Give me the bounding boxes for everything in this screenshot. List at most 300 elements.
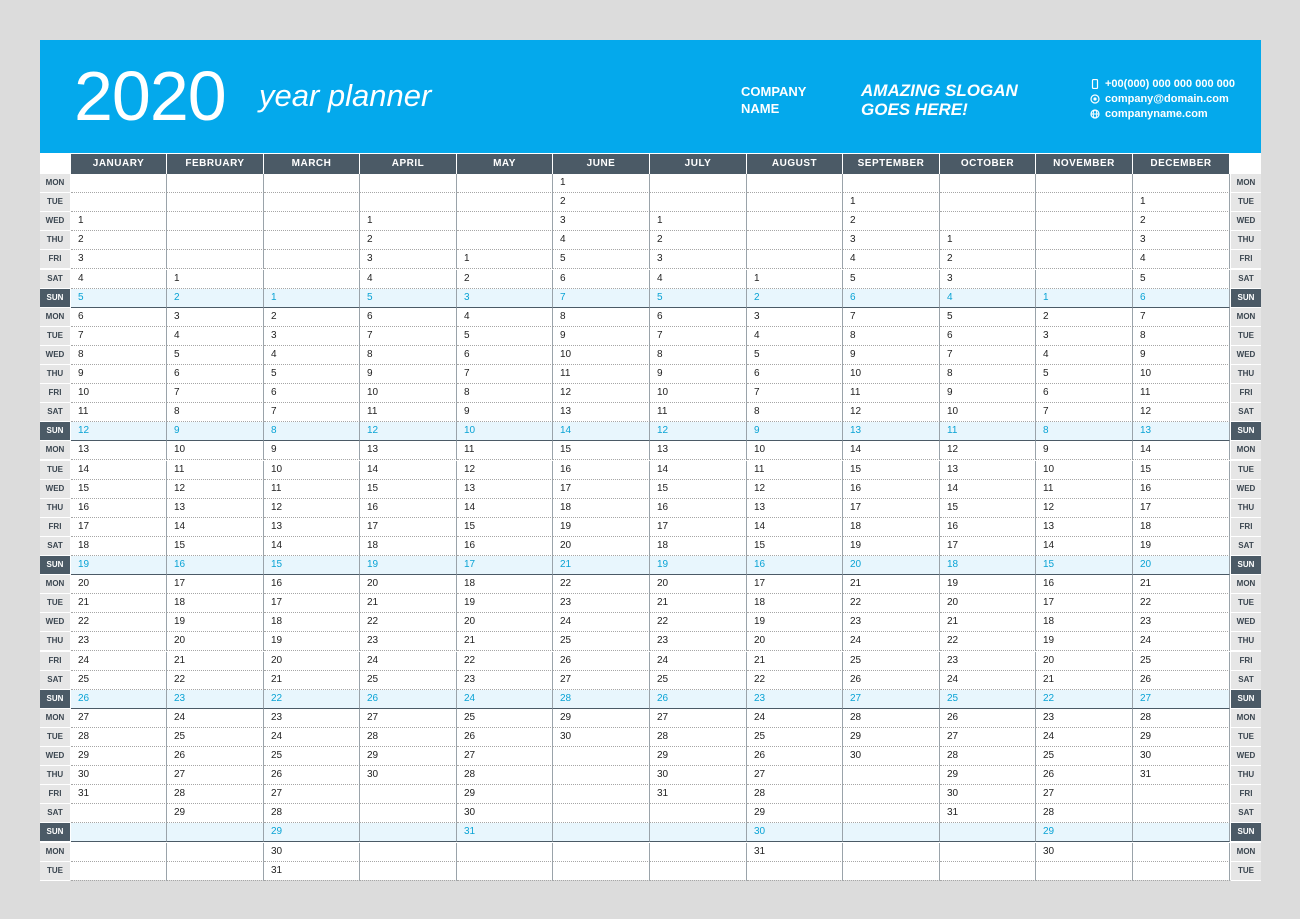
day-cell[interactable]: 5 bbox=[167, 346, 264, 365]
day-cell[interactable]: 22 bbox=[360, 613, 457, 632]
day-cell[interactable]: 15 bbox=[843, 461, 940, 480]
day-cell[interactable]: 21 bbox=[650, 594, 747, 613]
day-cell[interactable]: 30 bbox=[457, 804, 553, 823]
day-cell[interactable]: 6 bbox=[940, 327, 1036, 346]
day-cell[interactable]: 12 bbox=[457, 461, 553, 480]
day-cell[interactable]: 7 bbox=[1036, 403, 1133, 422]
day-cell[interactable] bbox=[553, 766, 650, 785]
day-cell[interactable]: 10 bbox=[843, 365, 940, 384]
day-cell[interactable]: 9 bbox=[843, 346, 940, 365]
day-cell[interactable]: 29 bbox=[264, 823, 360, 842]
day-cell[interactable]: 22 bbox=[843, 594, 940, 613]
day-cell[interactable]: 17 bbox=[360, 518, 457, 537]
day-cell[interactable] bbox=[71, 193, 167, 212]
day-cell[interactable] bbox=[1036, 231, 1133, 250]
day-cell[interactable]: 11 bbox=[553, 365, 650, 384]
day-cell[interactable]: 23 bbox=[264, 709, 360, 728]
day-cell[interactable]: 26 bbox=[1133, 671, 1230, 690]
day-cell[interactable] bbox=[264, 270, 360, 289]
day-cell[interactable]: 10 bbox=[457, 422, 553, 441]
day-cell[interactable]: 16 bbox=[553, 461, 650, 480]
day-cell[interactable]: 6 bbox=[457, 346, 553, 365]
day-cell[interactable]: 15 bbox=[360, 480, 457, 499]
day-cell[interactable] bbox=[553, 862, 650, 881]
day-cell[interactable]: 10 bbox=[360, 384, 457, 403]
day-cell[interactable]: 27 bbox=[843, 690, 940, 709]
day-cell[interactable]: 10 bbox=[264, 461, 360, 480]
day-cell[interactable]: 17 bbox=[1133, 499, 1230, 518]
day-cell[interactable]: 2 bbox=[457, 270, 553, 289]
day-cell[interactable]: 16 bbox=[264, 575, 360, 594]
day-cell[interactable]: 1 bbox=[553, 174, 650, 193]
day-cell[interactable]: 29 bbox=[360, 747, 457, 766]
day-cell[interactable]: 12 bbox=[360, 422, 457, 441]
day-cell[interactable]: 30 bbox=[1036, 843, 1133, 862]
day-cell[interactable]: 3 bbox=[167, 308, 264, 327]
day-cell[interactable] bbox=[457, 843, 553, 862]
day-cell[interactable] bbox=[360, 843, 457, 862]
day-cell[interactable]: 3 bbox=[71, 250, 167, 269]
day-cell[interactable]: 9 bbox=[71, 365, 167, 384]
day-cell[interactable]: 21 bbox=[843, 575, 940, 594]
day-cell[interactable]: 29 bbox=[747, 804, 843, 823]
day-cell[interactable]: 22 bbox=[1036, 690, 1133, 709]
day-cell[interactable]: 12 bbox=[264, 499, 360, 518]
day-cell[interactable] bbox=[747, 212, 843, 231]
day-cell[interactable]: 29 bbox=[843, 728, 940, 747]
day-cell[interactable] bbox=[650, 193, 747, 212]
day-cell[interactable]: 20 bbox=[843, 556, 940, 575]
day-cell[interactable]: 23 bbox=[1133, 613, 1230, 632]
day-cell[interactable]: 10 bbox=[650, 384, 747, 403]
day-cell[interactable]: 18 bbox=[167, 594, 264, 613]
day-cell[interactable]: 20 bbox=[553, 537, 650, 556]
day-cell[interactable]: 25 bbox=[167, 728, 264, 747]
day-cell[interactable]: 8 bbox=[457, 384, 553, 403]
day-cell[interactable]: 8 bbox=[553, 308, 650, 327]
day-cell[interactable]: 2 bbox=[940, 250, 1036, 269]
day-cell[interactable]: 6 bbox=[360, 308, 457, 327]
day-cell[interactable]: 23 bbox=[940, 652, 1036, 671]
day-cell[interactable]: 28 bbox=[553, 690, 650, 709]
day-cell[interactable]: 4 bbox=[264, 346, 360, 365]
day-cell[interactable]: 2 bbox=[264, 308, 360, 327]
day-cell[interactable] bbox=[650, 174, 747, 193]
day-cell[interactable]: 30 bbox=[1133, 747, 1230, 766]
day-cell[interactable]: 4 bbox=[553, 231, 650, 250]
day-cell[interactable]: 8 bbox=[264, 422, 360, 441]
day-cell[interactable]: 4 bbox=[1036, 346, 1133, 365]
day-cell[interactable]: 15 bbox=[650, 480, 747, 499]
day-cell[interactable]: 20 bbox=[167, 632, 264, 651]
day-cell[interactable]: 7 bbox=[553, 289, 650, 308]
day-cell[interactable]: 20 bbox=[940, 594, 1036, 613]
day-cell[interactable]: 26 bbox=[843, 671, 940, 690]
day-cell[interactable]: 29 bbox=[457, 785, 553, 804]
day-cell[interactable] bbox=[457, 174, 553, 193]
day-cell[interactable]: 30 bbox=[71, 766, 167, 785]
day-cell[interactable] bbox=[1036, 862, 1133, 881]
day-cell[interactable]: 25 bbox=[457, 709, 553, 728]
day-cell[interactable]: 21 bbox=[167, 652, 264, 671]
day-cell[interactable]: 24 bbox=[360, 652, 457, 671]
day-cell[interactable]: 31 bbox=[650, 785, 747, 804]
day-cell[interactable]: 9 bbox=[650, 365, 747, 384]
day-cell[interactable]: 26 bbox=[553, 652, 650, 671]
day-cell[interactable]: 21 bbox=[553, 556, 650, 575]
day-cell[interactable] bbox=[457, 231, 553, 250]
day-cell[interactable]: 9 bbox=[360, 365, 457, 384]
day-cell[interactable]: 2 bbox=[650, 231, 747, 250]
day-cell[interactable]: 8 bbox=[940, 365, 1036, 384]
day-cell[interactable] bbox=[167, 231, 264, 250]
day-cell[interactable] bbox=[747, 193, 843, 212]
day-cell[interactable]: 28 bbox=[1133, 709, 1230, 728]
day-cell[interactable]: 12 bbox=[940, 441, 1036, 460]
day-cell[interactable]: 29 bbox=[553, 709, 650, 728]
day-cell[interactable]: 11 bbox=[650, 403, 747, 422]
day-cell[interactable]: 22 bbox=[167, 671, 264, 690]
day-cell[interactable]: 21 bbox=[457, 632, 553, 651]
day-cell[interactable]: 11 bbox=[747, 461, 843, 480]
day-cell[interactable]: 19 bbox=[167, 613, 264, 632]
day-cell[interactable]: 12 bbox=[747, 480, 843, 499]
day-cell[interactable]: 23 bbox=[1036, 709, 1133, 728]
day-cell[interactable]: 30 bbox=[360, 766, 457, 785]
day-cell[interactable]: 7 bbox=[843, 308, 940, 327]
day-cell[interactable]: 16 bbox=[843, 480, 940, 499]
day-cell[interactable] bbox=[843, 766, 940, 785]
day-cell[interactable]: 9 bbox=[553, 327, 650, 346]
day-cell[interactable]: 6 bbox=[71, 308, 167, 327]
day-cell[interactable]: 27 bbox=[650, 709, 747, 728]
day-cell[interactable]: 13 bbox=[264, 518, 360, 537]
day-cell[interactable]: 29 bbox=[1036, 823, 1133, 842]
day-cell[interactable]: 25 bbox=[940, 690, 1036, 709]
day-cell[interactable]: 13 bbox=[457, 480, 553, 499]
day-cell[interactable] bbox=[843, 785, 940, 804]
day-cell[interactable]: 8 bbox=[360, 346, 457, 365]
day-cell[interactable]: 2 bbox=[360, 231, 457, 250]
day-cell[interactable]: 26 bbox=[747, 747, 843, 766]
day-cell[interactable]: 24 bbox=[747, 709, 843, 728]
day-cell[interactable]: 17 bbox=[553, 480, 650, 499]
day-cell[interactable]: 9 bbox=[1036, 441, 1133, 460]
day-cell[interactable]: 2 bbox=[1133, 212, 1230, 231]
day-cell[interactable]: 18 bbox=[843, 518, 940, 537]
day-cell[interactable]: 12 bbox=[167, 480, 264, 499]
day-cell[interactable]: 29 bbox=[167, 804, 264, 823]
day-cell[interactable]: 3 bbox=[940, 270, 1036, 289]
day-cell[interactable]: 30 bbox=[264, 843, 360, 862]
day-cell[interactable]: 10 bbox=[1133, 365, 1230, 384]
day-cell[interactable]: 9 bbox=[1133, 346, 1230, 365]
day-cell[interactable]: 14 bbox=[650, 461, 747, 480]
day-cell[interactable]: 6 bbox=[167, 365, 264, 384]
day-cell[interactable]: 21 bbox=[360, 594, 457, 613]
day-cell[interactable]: 11 bbox=[940, 422, 1036, 441]
day-cell[interactable]: 25 bbox=[71, 671, 167, 690]
day-cell[interactable] bbox=[1133, 862, 1230, 881]
day-cell[interactable]: 24 bbox=[264, 728, 360, 747]
day-cell[interactable]: 28 bbox=[167, 785, 264, 804]
day-cell[interactable]: 22 bbox=[650, 613, 747, 632]
day-cell[interactable]: 14 bbox=[940, 480, 1036, 499]
day-cell[interactable]: 17 bbox=[1036, 594, 1133, 613]
day-cell[interactable]: 13 bbox=[843, 422, 940, 441]
day-cell[interactable]: 16 bbox=[940, 518, 1036, 537]
day-cell[interactable]: 18 bbox=[71, 537, 167, 556]
day-cell[interactable] bbox=[747, 231, 843, 250]
day-cell[interactable]: 24 bbox=[650, 652, 747, 671]
day-cell[interactable]: 21 bbox=[71, 594, 167, 613]
day-cell[interactable]: 9 bbox=[940, 384, 1036, 403]
day-cell[interactable]: 10 bbox=[940, 403, 1036, 422]
day-cell[interactable] bbox=[553, 785, 650, 804]
day-cell[interactable]: 19 bbox=[264, 632, 360, 651]
day-cell[interactable]: 23 bbox=[167, 690, 264, 709]
day-cell[interactable]: 1 bbox=[650, 212, 747, 231]
day-cell[interactable]: 27 bbox=[747, 766, 843, 785]
day-cell[interactable]: 27 bbox=[167, 766, 264, 785]
day-cell[interactable]: 5 bbox=[650, 289, 747, 308]
day-cell[interactable]: 7 bbox=[71, 327, 167, 346]
day-cell[interactable]: 18 bbox=[264, 613, 360, 632]
day-cell[interactable] bbox=[1036, 212, 1133, 231]
day-cell[interactable]: 5 bbox=[71, 289, 167, 308]
day-cell[interactable] bbox=[940, 823, 1036, 842]
day-cell[interactable]: 8 bbox=[843, 327, 940, 346]
day-cell[interactable]: 17 bbox=[940, 537, 1036, 556]
day-cell[interactable]: 9 bbox=[264, 441, 360, 460]
day-cell[interactable]: 17 bbox=[843, 499, 940, 518]
day-cell[interactable]: 30 bbox=[553, 728, 650, 747]
day-cell[interactable] bbox=[650, 823, 747, 842]
day-cell[interactable]: 11 bbox=[71, 403, 167, 422]
day-cell[interactable]: 20 bbox=[71, 575, 167, 594]
day-cell[interactable] bbox=[553, 843, 650, 862]
day-cell[interactable]: 27 bbox=[553, 671, 650, 690]
day-cell[interactable]: 29 bbox=[1133, 728, 1230, 747]
day-cell[interactable]: 28 bbox=[747, 785, 843, 804]
day-cell[interactable]: 25 bbox=[843, 652, 940, 671]
day-cell[interactable] bbox=[553, 823, 650, 842]
day-cell[interactable] bbox=[1036, 270, 1133, 289]
day-cell[interactable]: 8 bbox=[747, 403, 843, 422]
day-cell[interactable]: 2 bbox=[747, 289, 843, 308]
day-cell[interactable]: 4 bbox=[71, 270, 167, 289]
day-cell[interactable]: 13 bbox=[747, 499, 843, 518]
day-cell[interactable]: 28 bbox=[360, 728, 457, 747]
day-cell[interactable]: 14 bbox=[457, 499, 553, 518]
day-cell[interactable]: 26 bbox=[650, 690, 747, 709]
day-cell[interactable]: 6 bbox=[747, 365, 843, 384]
day-cell[interactable]: 14 bbox=[360, 461, 457, 480]
day-cell[interactable] bbox=[167, 843, 264, 862]
day-cell[interactable]: 13 bbox=[940, 461, 1036, 480]
day-cell[interactable] bbox=[650, 843, 747, 862]
day-cell[interactable]: 14 bbox=[553, 422, 650, 441]
day-cell[interactable]: 19 bbox=[940, 575, 1036, 594]
day-cell[interactable]: 3 bbox=[360, 250, 457, 269]
day-cell[interactable]: 24 bbox=[553, 613, 650, 632]
day-cell[interactable]: 18 bbox=[1133, 518, 1230, 537]
day-cell[interactable]: 30 bbox=[843, 747, 940, 766]
day-cell[interactable] bbox=[71, 862, 167, 881]
day-cell[interactable] bbox=[167, 250, 264, 269]
day-cell[interactable] bbox=[360, 823, 457, 842]
day-cell[interactable]: 19 bbox=[457, 594, 553, 613]
day-cell[interactable]: 6 bbox=[843, 289, 940, 308]
day-cell[interactable]: 18 bbox=[1036, 613, 1133, 632]
day-cell[interactable]: 23 bbox=[457, 671, 553, 690]
day-cell[interactable]: 6 bbox=[553, 270, 650, 289]
day-cell[interactable] bbox=[71, 843, 167, 862]
day-cell[interactable]: 2 bbox=[71, 231, 167, 250]
day-cell[interactable]: 28 bbox=[940, 747, 1036, 766]
day-cell[interactable]: 5 bbox=[747, 346, 843, 365]
day-cell[interactable] bbox=[167, 212, 264, 231]
day-cell[interactable] bbox=[360, 862, 457, 881]
day-cell[interactable] bbox=[553, 747, 650, 766]
day-cell[interactable]: 5 bbox=[843, 270, 940, 289]
day-cell[interactable]: 8 bbox=[1036, 422, 1133, 441]
day-cell[interactable]: 1 bbox=[167, 270, 264, 289]
day-cell[interactable] bbox=[843, 862, 940, 881]
day-cell[interactable]: 31 bbox=[71, 785, 167, 804]
day-cell[interactable]: 12 bbox=[1133, 403, 1230, 422]
day-cell[interactable]: 22 bbox=[940, 632, 1036, 651]
day-cell[interactable]: 18 bbox=[457, 575, 553, 594]
day-cell[interactable] bbox=[264, 231, 360, 250]
day-cell[interactable]: 17 bbox=[650, 518, 747, 537]
day-cell[interactable]: 4 bbox=[650, 270, 747, 289]
day-cell[interactable]: 22 bbox=[553, 575, 650, 594]
day-cell[interactable]: 17 bbox=[264, 594, 360, 613]
day-cell[interactable]: 1 bbox=[843, 193, 940, 212]
day-cell[interactable]: 7 bbox=[650, 327, 747, 346]
day-cell[interactable]: 20 bbox=[747, 632, 843, 651]
day-cell[interactable]: 16 bbox=[71, 499, 167, 518]
day-cell[interactable]: 3 bbox=[553, 212, 650, 231]
day-cell[interactable]: 13 bbox=[650, 441, 747, 460]
day-cell[interactable]: 23 bbox=[650, 632, 747, 651]
day-cell[interactable]: 24 bbox=[167, 709, 264, 728]
day-cell[interactable]: 12 bbox=[71, 422, 167, 441]
day-cell[interactable]: 29 bbox=[940, 766, 1036, 785]
day-cell[interactable] bbox=[167, 174, 264, 193]
day-cell[interactable]: 16 bbox=[167, 556, 264, 575]
day-cell[interactable]: 28 bbox=[71, 728, 167, 747]
day-cell[interactable]: 10 bbox=[71, 384, 167, 403]
day-cell[interactable]: 11 bbox=[1036, 480, 1133, 499]
day-cell[interactable]: 8 bbox=[167, 403, 264, 422]
day-cell[interactable]: 19 bbox=[843, 537, 940, 556]
day-cell[interactable]: 29 bbox=[71, 747, 167, 766]
day-cell[interactable]: 10 bbox=[1036, 461, 1133, 480]
day-cell[interactable]: 11 bbox=[843, 384, 940, 403]
day-cell[interactable]: 11 bbox=[1133, 384, 1230, 403]
day-cell[interactable]: 17 bbox=[167, 575, 264, 594]
day-cell[interactable]: 4 bbox=[747, 327, 843, 346]
day-cell[interactable] bbox=[360, 174, 457, 193]
day-cell[interactable]: 7 bbox=[457, 365, 553, 384]
day-cell[interactable] bbox=[71, 174, 167, 193]
day-cell[interactable]: 19 bbox=[747, 613, 843, 632]
day-cell[interactable]: 26 bbox=[457, 728, 553, 747]
day-cell[interactable]: 3 bbox=[650, 250, 747, 269]
day-cell[interactable]: 16 bbox=[1036, 575, 1133, 594]
day-cell[interactable]: 8 bbox=[71, 346, 167, 365]
day-cell[interactable]: 25 bbox=[553, 632, 650, 651]
day-cell[interactable] bbox=[747, 250, 843, 269]
day-cell[interactable]: 27 bbox=[940, 728, 1036, 747]
day-cell[interactable]: 7 bbox=[360, 327, 457, 346]
day-cell[interactable] bbox=[940, 212, 1036, 231]
day-cell[interactable]: 1 bbox=[264, 289, 360, 308]
day-cell[interactable]: 5 bbox=[1133, 270, 1230, 289]
day-cell[interactable]: 14 bbox=[264, 537, 360, 556]
day-cell[interactable] bbox=[1133, 843, 1230, 862]
day-cell[interactable]: 25 bbox=[747, 728, 843, 747]
day-cell[interactable]: 18 bbox=[360, 537, 457, 556]
day-cell[interactable]: 21 bbox=[264, 671, 360, 690]
day-cell[interactable]: 5 bbox=[264, 365, 360, 384]
day-cell[interactable] bbox=[1133, 785, 1230, 804]
day-cell[interactable] bbox=[360, 785, 457, 804]
day-cell[interactable]: 16 bbox=[457, 537, 553, 556]
day-cell[interactable]: 16 bbox=[1133, 480, 1230, 499]
day-cell[interactable] bbox=[747, 174, 843, 193]
day-cell[interactable]: 15 bbox=[457, 518, 553, 537]
day-cell[interactable]: 22 bbox=[264, 690, 360, 709]
day-cell[interactable]: 20 bbox=[457, 613, 553, 632]
day-cell[interactable] bbox=[264, 212, 360, 231]
day-cell[interactable]: 11 bbox=[264, 480, 360, 499]
day-cell[interactable]: 19 bbox=[553, 518, 650, 537]
day-cell[interactable]: 27 bbox=[360, 709, 457, 728]
day-cell[interactable]: 13 bbox=[1036, 518, 1133, 537]
day-cell[interactable]: 17 bbox=[747, 575, 843, 594]
day-cell[interactable]: 14 bbox=[167, 518, 264, 537]
day-cell[interactable]: 28 bbox=[264, 804, 360, 823]
day-cell[interactable]: 31 bbox=[940, 804, 1036, 823]
day-cell[interactable]: 11 bbox=[167, 461, 264, 480]
day-cell[interactable]: 18 bbox=[747, 594, 843, 613]
day-cell[interactable]: 8 bbox=[650, 346, 747, 365]
day-cell[interactable]: 13 bbox=[1133, 422, 1230, 441]
day-cell[interactable] bbox=[167, 862, 264, 881]
day-cell[interactable]: 25 bbox=[1133, 652, 1230, 671]
day-cell[interactable] bbox=[71, 804, 167, 823]
day-cell[interactable]: 6 bbox=[264, 384, 360, 403]
day-cell[interactable]: 24 bbox=[457, 690, 553, 709]
day-cell[interactable]: 16 bbox=[360, 499, 457, 518]
day-cell[interactable]: 2 bbox=[167, 289, 264, 308]
day-cell[interactable]: 6 bbox=[650, 308, 747, 327]
day-cell[interactable]: 15 bbox=[1133, 461, 1230, 480]
day-cell[interactable]: 23 bbox=[843, 613, 940, 632]
day-cell[interactable]: 10 bbox=[553, 346, 650, 365]
day-cell[interactable]: 17 bbox=[71, 518, 167, 537]
day-cell[interactable]: 15 bbox=[1036, 556, 1133, 575]
day-cell[interactable]: 18 bbox=[940, 556, 1036, 575]
day-cell[interactable]: 15 bbox=[747, 537, 843, 556]
day-cell[interactable]: 27 bbox=[1036, 785, 1133, 804]
day-cell[interactable] bbox=[940, 174, 1036, 193]
day-cell[interactable]: 22 bbox=[747, 671, 843, 690]
day-cell[interactable] bbox=[264, 174, 360, 193]
